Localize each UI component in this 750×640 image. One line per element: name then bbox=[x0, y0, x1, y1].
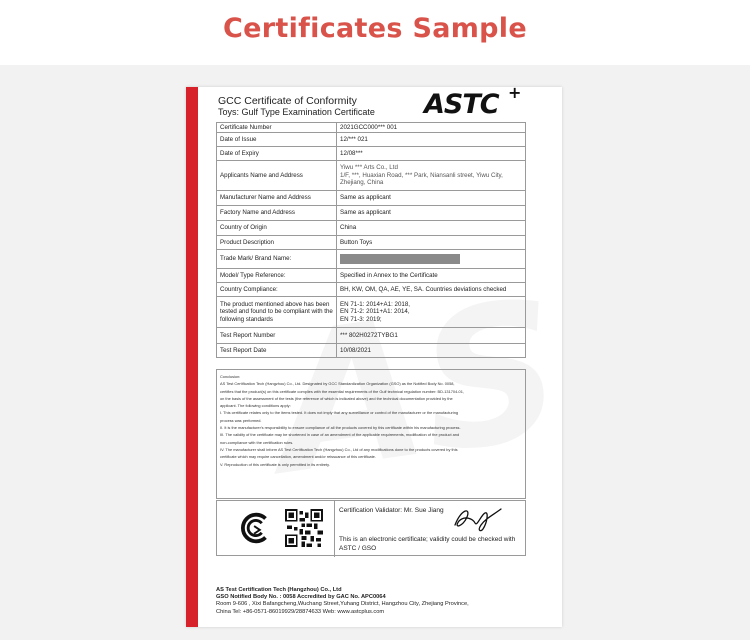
row-label: Test Report Date bbox=[217, 344, 337, 358]
conclusion-line: certificate which may require cancellation, amendment and/or reissuance of this certificate. bbox=[220, 454, 376, 460]
row-label: Manufacturer Name and Address bbox=[217, 191, 337, 206]
row-value: Same as applicant bbox=[337, 206, 526, 221]
footer-notified-body: GSO Notified Body No. : 0058 Accredited by GAC No. APC0064 bbox=[216, 594, 386, 601]
certificate-title: GCC Certificate of Conformity bbox=[218, 95, 357, 107]
conclusion-line: AS Test Certification Tech (Hangzhou) Co., Ltd. Designated by GCC Standardization Organization (GSO) as the Notified Body No. 0058, bbox=[220, 381, 455, 387]
electronic-certificate-note: This is an electronic certificate; validity could be checked with ASTC / GSO bbox=[339, 536, 516, 552]
row-value: Button Toys bbox=[337, 236, 526, 250]
conclusion-line: III. The validity of the certificate may be shortened in case of an amendment of the applicable requirements, modification of the product and bbox=[220, 432, 460, 438]
logo-plus: + bbox=[508, 87, 521, 102]
row-label: Date of Expiry bbox=[217, 147, 337, 161]
row-value: BH, KW, OM, QA, AE, YE, SA. Countries deviations checked bbox=[337, 283, 526, 297]
row-value bbox=[337, 250, 526, 269]
signature-divider bbox=[334, 501, 335, 557]
table-row bbox=[217, 269, 526, 283]
table-row bbox=[217, 236, 526, 250]
certification-validator: Certification Validator: Mr. Sue Jiang bbox=[339, 507, 444, 514]
table-row bbox=[217, 161, 526, 191]
conclusion-line: I. This certificate relates only to the items tested. It does not imply that any surveillance or control of the manufacturer or the manufacturing bbox=[220, 410, 459, 416]
footer-address: Room 9-606 , Xixi Bafangcheng,Wuchang Street,Yuhang District, Hangzhou City, Zhejiang Province, bbox=[216, 601, 469, 608]
certificate-table bbox=[216, 122, 526, 358]
red-side-bar bbox=[186, 87, 198, 627]
astc-logo bbox=[424, 89, 524, 123]
table-row bbox=[217, 123, 526, 133]
conclusion-line: certifies that the product(s) on this certificate complies with the essential requirements of the Gulf technical regulation number: BD-131704-01, bbox=[220, 388, 464, 394]
conclusion-block bbox=[216, 369, 526, 499]
row-label: Product Description bbox=[217, 236, 337, 250]
row-value: 10/08/2021 bbox=[337, 344, 526, 358]
conclusion-line: Conclusion: bbox=[220, 374, 241, 379]
row-label: Country Compliance: bbox=[217, 283, 337, 297]
row-label: The product mentioned above has been tested and found to be compliant with the following standards bbox=[217, 297, 337, 328]
table-row bbox=[217, 147, 526, 161]
certificate-sheet bbox=[186, 87, 562, 627]
footer-contact: China Tel: +86-0571-86019929/28874633 Web: www.astcplus.com bbox=[216, 608, 385, 615]
table-row bbox=[217, 221, 526, 236]
conclusion-line: non-compliance with the certification rules. bbox=[220, 439, 294, 445]
conclusion-line: applicant. The following conditions apply: bbox=[220, 403, 291, 409]
row-value: 12/*** 021 bbox=[337, 133, 526, 147]
table-row bbox=[217, 297, 526, 328]
row-label: Trade Mark/ Brand Name: bbox=[217, 250, 337, 269]
row-label: Model/ Type Reference: bbox=[217, 269, 337, 283]
row-value: China bbox=[337, 221, 526, 236]
handwritten-signature bbox=[447, 503, 507, 533]
row-value: Yiwu *** Arts Co., Ltd 1/F, ***, Huaxian Road, *** Park, Niansanli street, Yiwu City, Zhejiang, China bbox=[337, 161, 526, 191]
qr-code-icon[interactable] bbox=[285, 509, 323, 547]
table-row bbox=[217, 206, 526, 221]
conclusion-line: V. Reproduction of this certificate is only permitted in its entirety. bbox=[220, 461, 330, 467]
conclusion-line: IV. The manufacturer shall inform AS Test Certification Tech (Hangzhou) Co., Ltd of any modifications done to the products covered by this bbox=[220, 446, 458, 452]
conclusion-line: II. It is the manufacturer's responsibility to ensure compliance of all the products covered by this certificate within his manufacturing process. bbox=[220, 425, 461, 431]
row-value: EN 71-1: 2014+A1: 2018, EN 71-2: 2011+A1: 2014, EN 71-3: 2019; bbox=[337, 297, 526, 328]
table-row bbox=[217, 250, 526, 269]
signature-box bbox=[216, 500, 526, 556]
table-row bbox=[217, 283, 526, 297]
footer-company: AS Test Certification Tech (Hangzhou) Co., Ltd bbox=[216, 587, 342, 593]
table-row bbox=[217, 133, 526, 147]
table-row bbox=[217, 191, 526, 206]
certificate-title-block bbox=[218, 95, 418, 118]
row-value: Specified in Annex to the Certificate bbox=[337, 269, 526, 283]
row-label: Test Report Number bbox=[217, 328, 337, 344]
row-value: 2021GCC000*** 001 bbox=[337, 123, 526, 133]
row-value: Same as applicant bbox=[337, 191, 526, 206]
row-label: Factory Name and Address bbox=[217, 206, 337, 221]
certificate-footer bbox=[216, 587, 536, 616]
page-title: Certificates Sample bbox=[223, 13, 527, 44]
certificate-subtitle: Toys: Gulf Type Examination Certificate bbox=[218, 107, 375, 117]
row-value: *** 802H0272TYBG1 bbox=[337, 328, 526, 344]
row-value: 12/08*** bbox=[337, 147, 526, 161]
row-label: Date of Issue bbox=[217, 133, 337, 147]
conclusion-line: on the basis of the assessment of the tests (the reference of which is indicated above) and the technical documentation provided by the bbox=[220, 395, 453, 401]
row-label: Country of Origin bbox=[217, 221, 337, 236]
row-label: Certificate Number bbox=[217, 123, 337, 133]
logo-text: ASTC bbox=[424, 89, 499, 120]
conclusion-line: process was performed. bbox=[220, 417, 262, 423]
table-row bbox=[217, 344, 526, 358]
redaction-bar bbox=[340, 254, 460, 264]
table-row bbox=[217, 328, 526, 344]
page-header bbox=[0, 0, 750, 65]
gso-seal-icon bbox=[237, 509, 275, 547]
row-label: Applicants Name and Address bbox=[217, 161, 337, 191]
